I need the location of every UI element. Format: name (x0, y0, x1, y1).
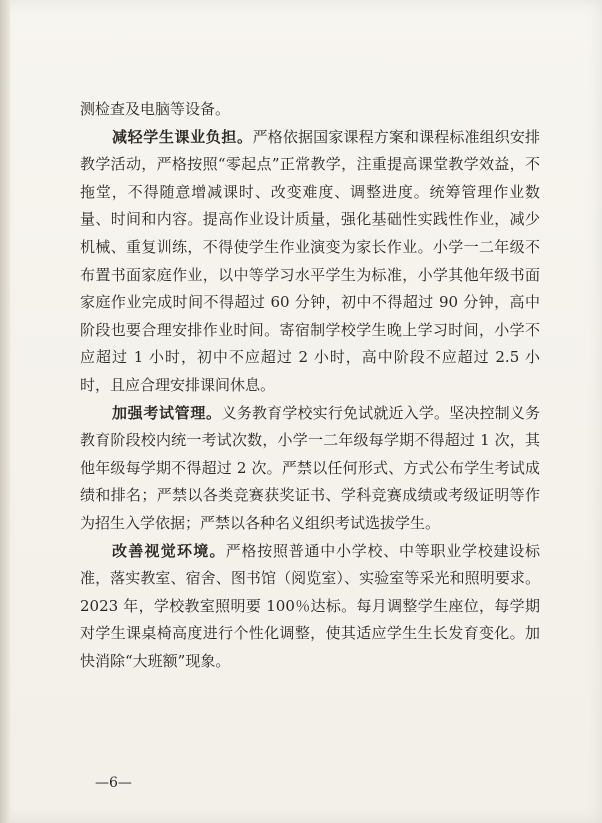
paragraph-text: 义务教育学校实行免试就近入学。坚决控制义务教育阶段校内统一考试次数，小学一二年级每学期不得超过 1 次，其他年级每学期不得超过 2 次。严禁以任何形式、方式公布学生考试成绩和排名；严禁以各类竞赛获奖证书、学科竞赛成绩或考级证明等作为招生入学依据；严禁以各种名义组织考试选拔学生。 (80, 403, 540, 532)
paragraph-text: 严格按照普通中小学校、中等职业学校建设标准，落实教室、宿舍、图书馆（阅览室）、实验室等采光和照明要求。2023 年，学校教室照明要 100％达标。每月调整学生座位，每学期对学生课桌椅高度进行个性化调整，使其适应学生生长发育变化。加快消除“大班额”现象。 (80, 541, 540, 670)
paragraph-reduce-burden (80, 124, 540, 400)
paragraph-lead: 减轻学生课业负担。 (112, 127, 253, 146)
document-body (80, 96, 540, 675)
paragraph-visual-environment (80, 538, 540, 676)
paragraph-lead: 改善视觉环境。 (112, 541, 226, 560)
paragraph-exam-management (80, 400, 540, 538)
paragraph-text: 严格依据国家课程方案和课程标准组织安排教学活动，严格按照“零起点”正常教学，注重提高课堂教学效益，不拖堂，不得随意增减课时、改变难度、调整进度。统筹管理作业数量、时间和内容。提高作业设计质量，强化基础性实践性作业，减少机械、重复训练，不得使学生作业演变为家长作业。小学一二年级不布置书面家庭作业，以中等学习水平学生为标准，小学其他年级书面家庭作业完成时间不得超过 60 分钟，初中不得超过 90 分钟，高中阶段也要合理安排作业时间。寄宿制学校学生晚上学习时间，小学不应超过 1 小时，初中不应超过 2 小时，高中阶段不应超过 2.5 小时，且应合理安排课间休息。 (80, 127, 540, 394)
paragraph-continuation (80, 96, 540, 124)
page-number: —6— (95, 775, 132, 791)
page-edge-shadow (0, 0, 10, 823)
paragraph-text: 测检查及电脑等设备。 (80, 100, 231, 118)
paragraph-lead: 加强考试管理。 (112, 403, 222, 422)
